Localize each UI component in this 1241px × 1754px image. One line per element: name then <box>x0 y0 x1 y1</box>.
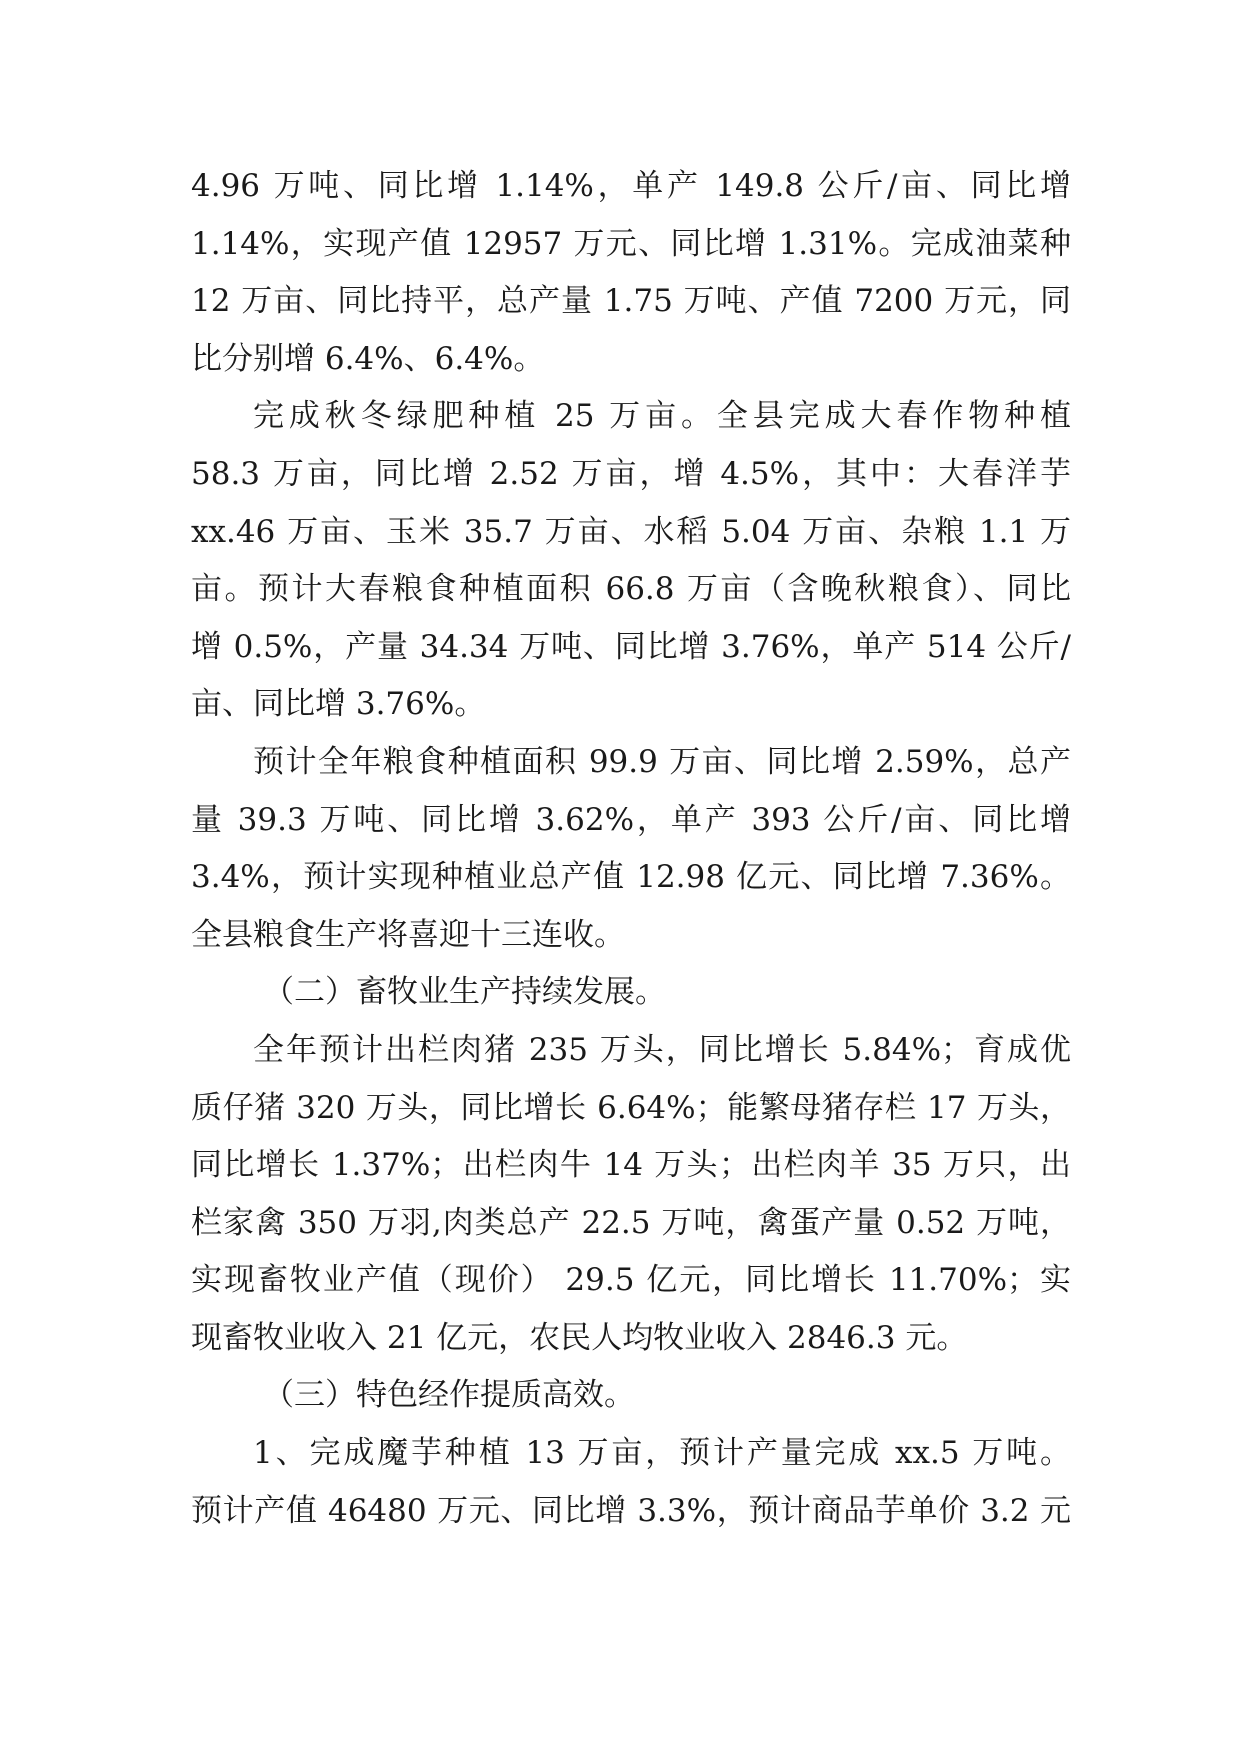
text-line-8: 亩。预计大春粮食种植面积 66.8 万亩（含晚秋粮食）、同比 <box>191 571 1071 608</box>
text-line-11: 预计全年粮食种植面积 99.9 万亩、同比增 2.59%，总产 <box>253 743 1071 780</box>
text-line-21: 现畜牧业收入 21 亿元，农民人均牧业收入 2846.3 元。 <box>191 1319 968 1356</box>
text-line-23: 1、完成魔芋种植 13 万亩，预计产量完成 xx.5 万吨。 <box>253 1435 1071 1472</box>
text-line-2: 1.14%，实现产值 12957 万元、同比增 1.31%。完成油菜种 <box>191 225 1071 262</box>
text-line-1: 4.96 万吨、同比增 1.14%，单产 149.8 公斤/亩、同比增 <box>191 168 1071 204</box>
text-line-14: 全县粮食生产将喜迎十三连收。 <box>191 916 625 953</box>
text-line-18: 同比增长 1.37%；出栏肉牛 14 万头；出栏肉羊 35 万只，出 <box>191 1147 1071 1184</box>
section-heading-3: （三）特色经作提质高效。 <box>263 1377 635 1414</box>
text-line-16: 全年预计出栏肉猪 235 万头，同比增长 5.84%；育成优 <box>253 1031 1071 1068</box>
text-line-19: 栏家禽 350 万羽,肉类总产 22.5 万吨，禽蛋产量 0.52 万吨， <box>191 1204 1071 1241</box>
text-line-12: 量 39.3 万吨、同比增 3.62%，单产 393 公斤/亩、同比增 <box>191 801 1071 838</box>
text-line-6: 58.3 万亩，同比增 2.52 万亩，增 4.5%，其中：大春洋芋 <box>191 455 1071 492</box>
text-line-17: 质仔猪 320 万头，同比增长 6.64%；能繁母猪存栏 17 万头， <box>191 1089 1071 1126</box>
text-line-10: 亩、同比增 3.76%。 <box>191 686 486 723</box>
text-line-20: 实现畜牧业产值（现价） 29.5 亿元，同比增长 11.70%；实 <box>191 1262 1071 1299</box>
text-line-24: 预计产值 46480 万元、同比增 3.3%，预计商品芋单价 3.2 元 <box>191 1492 1071 1529</box>
text-line-7: xx.46 万亩、玉米 35.7 万亩、水稻 5.04 万亩、杂粮 1.1 万 <box>191 513 1071 550</box>
text-line-13: 3.4%，预计实现种植业总产值 12.98 亿元、同比增 7.36%。 <box>191 859 1071 896</box>
body-text <box>191 158 1071 1540</box>
text-line-5: 完成秋冬绿肥种植 25 万亩。全县完成大春作物种植 <box>253 398 1071 435</box>
text-line-4: 比分别增 6.4%、6.4%。 <box>191 340 545 377</box>
text-line-9: 增 0.5%，产量 34.34 万吨、同比增 3.76%，单产 514 公斤/ <box>191 628 1071 665</box>
text-line-3: 12 万亩、同比持平，总产量 1.75 万吨、产值 7200 万元，同 <box>191 283 1071 320</box>
section-heading-2: （二）畜牧业生产持续发展。 <box>263 974 666 1011</box>
